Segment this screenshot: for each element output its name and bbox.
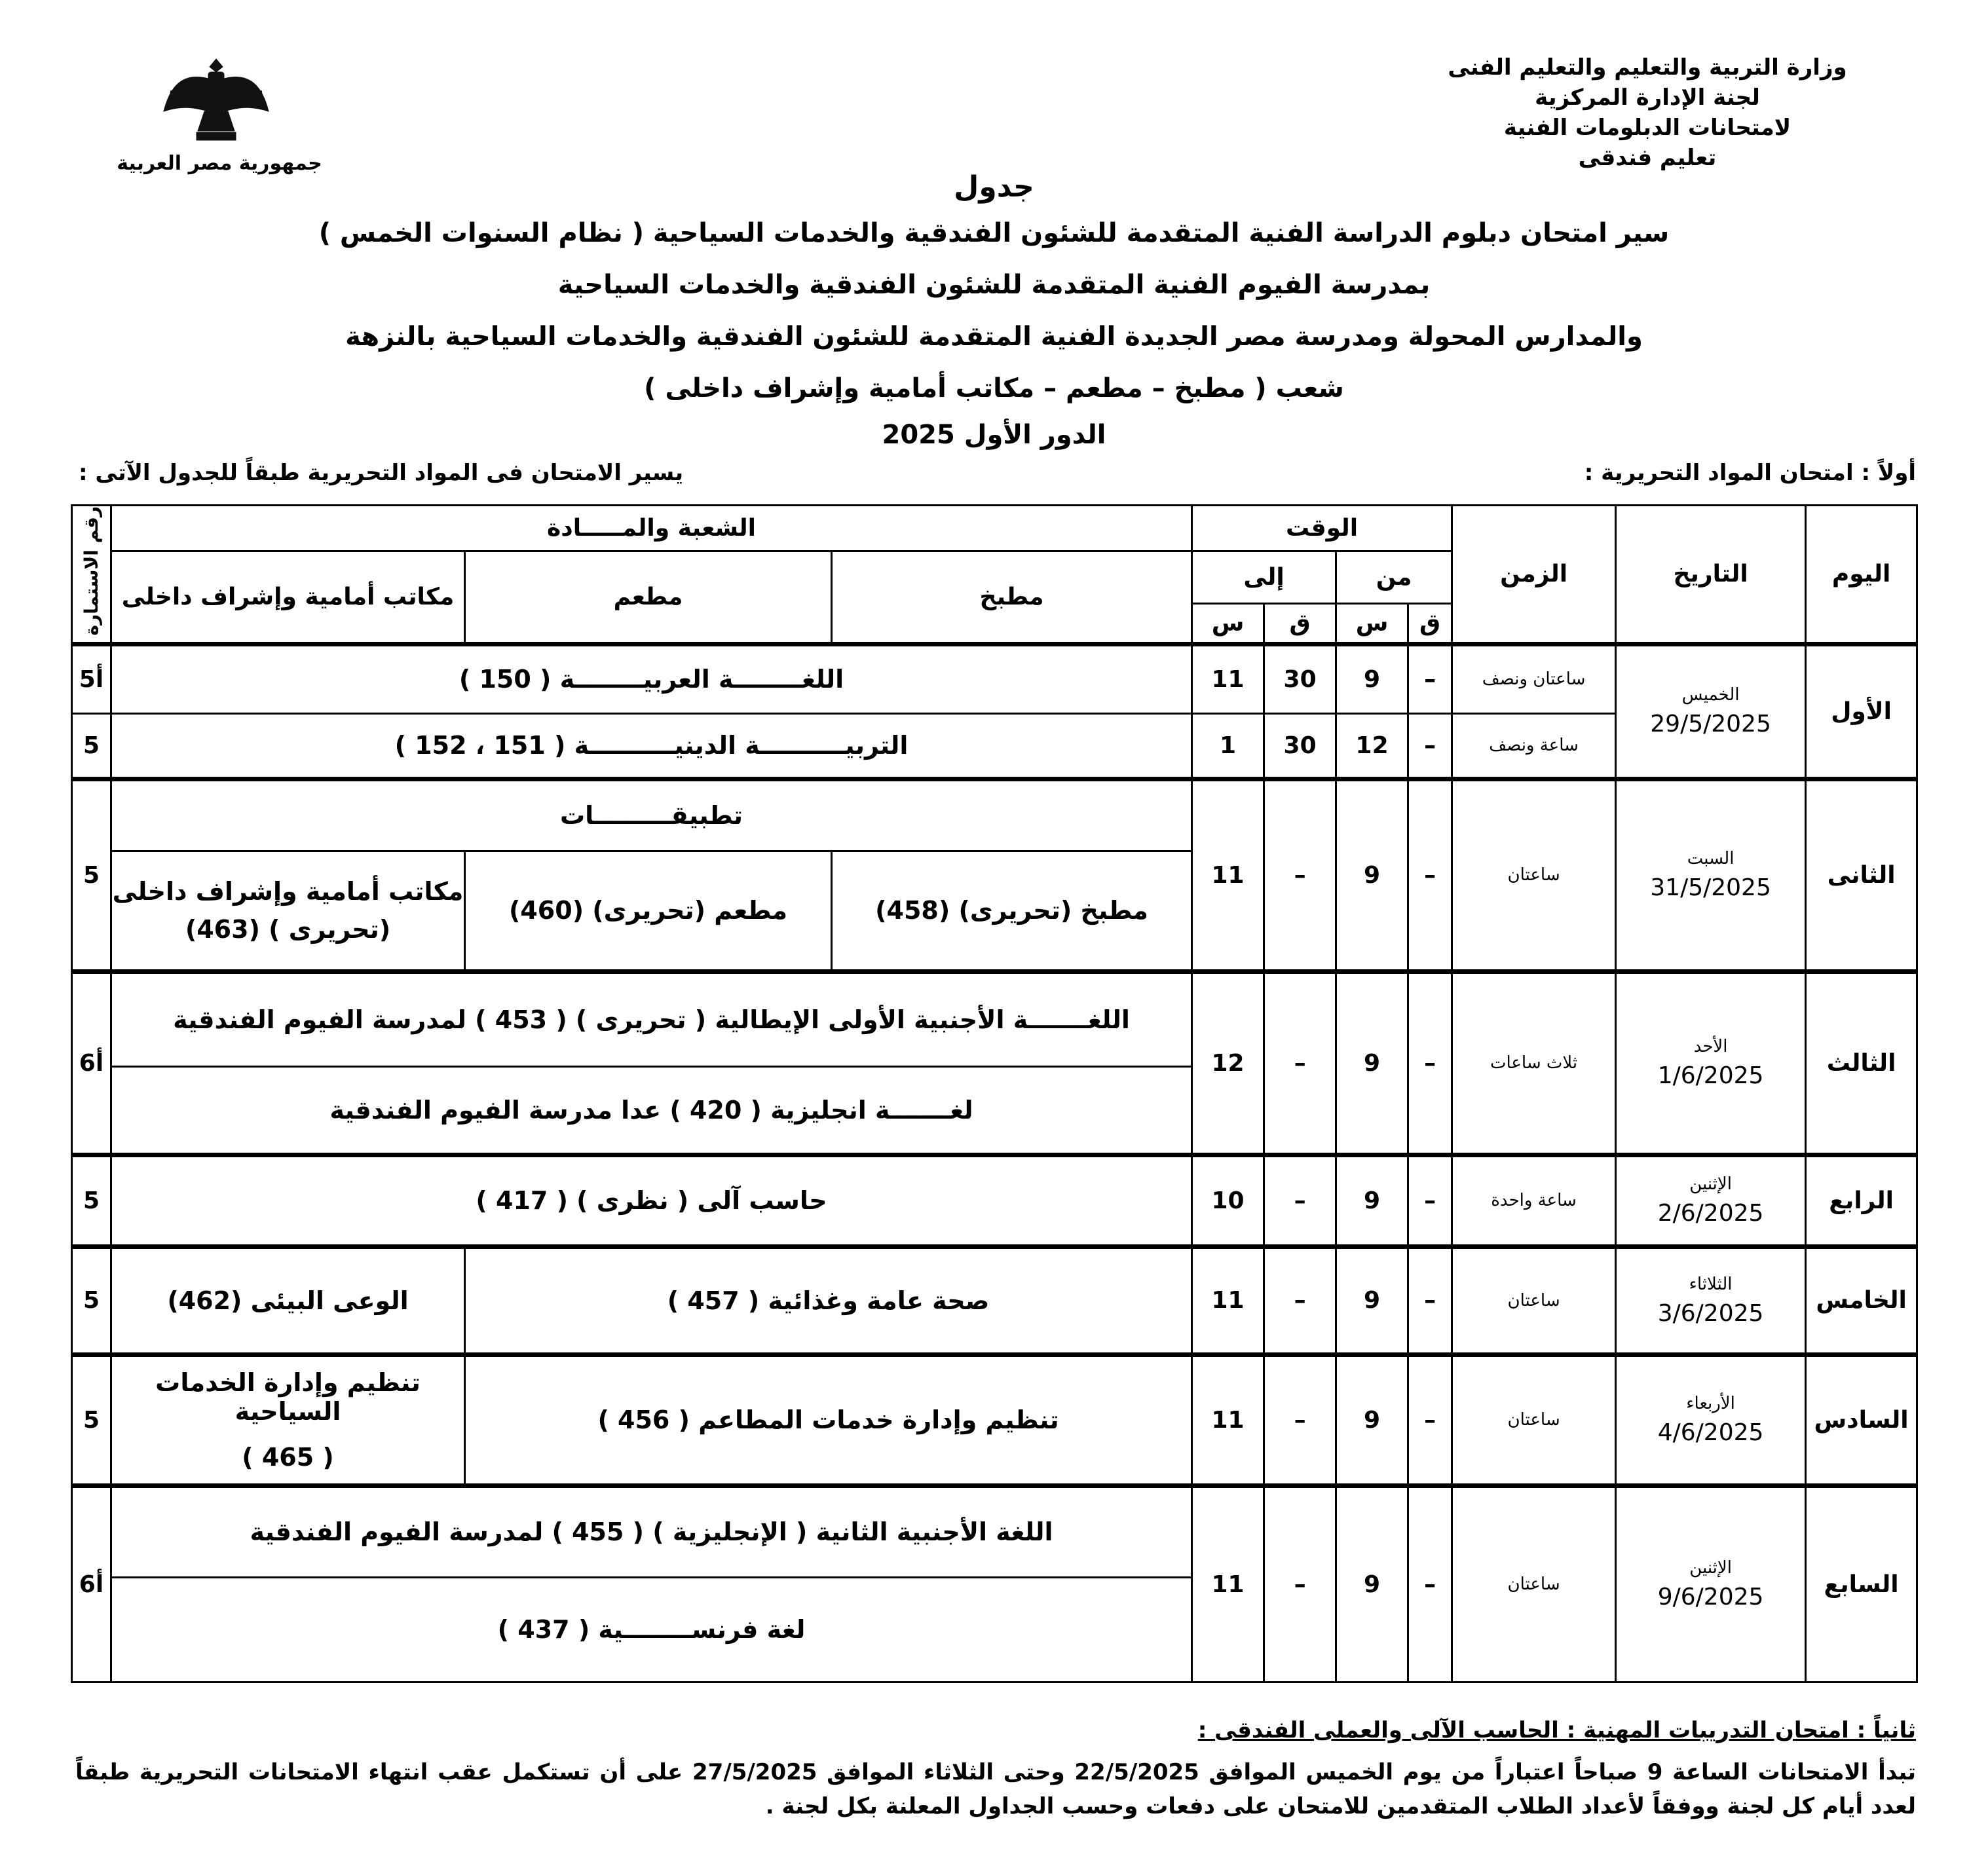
date-cell: الثلاثاء 3/6/2025	[1616, 1246, 1806, 1354]
day-cell: الرابع	[1806, 1155, 1917, 1246]
title-line: سير امتحان دبلوم الدراسة الفنية المتقدمة للشئون الفندقية والخدمات السياحية ( نظام السنوات الخمس )	[318, 218, 1670, 248]
to-minutes-cell: 30	[1264, 713, 1336, 779]
subject-cell: اللغة الأجنبية الثانية ( الإنجليزية ) ( 455 ) لمدرسة الفيوم الفندقية	[111, 1485, 1192, 1577]
day-cell: الثالث	[1806, 971, 1917, 1155]
header-date: التاريخ	[1616, 506, 1806, 644]
from-hours-cell: 9	[1336, 1354, 1408, 1485]
subject-cell: اللغـــــــة الأجنبية الأولى الإيطالية ( تحريرى ) ( 453 ) لمدرسة الفيوم الفندقية	[111, 971, 1192, 1066]
ministry-line: لجنة الإدارة المركزية	[1535, 84, 1760, 111]
from-hours-cell: 9	[1336, 779, 1408, 971]
from-hours-cell: 9	[1336, 1155, 1408, 1246]
to-minutes-cell: –	[1264, 1246, 1336, 1354]
header-from-minutes: ق	[1408, 603, 1452, 644]
subject-cell: اللغــــــــة العربيــــــــة ( 150 )	[111, 644, 1192, 713]
day-cell: الخامس	[1806, 1246, 1917, 1354]
form-cell: أ6	[72, 1485, 111, 1682]
duration-cell: ساعة واحدة	[1452, 1155, 1616, 1246]
day-cell: الثانى	[1806, 779, 1917, 971]
front-office-subject-cell: تنظيم وإدارة الخدمات السياحية ( 465 )	[111, 1354, 465, 1485]
from-minutes-cell: –	[1408, 971, 1452, 1155]
header-from-hours: س	[1336, 603, 1408, 644]
form-cell: أ5	[72, 644, 111, 713]
date-cell: الإثنين 2/6/2025	[1616, 1155, 1806, 1246]
to-minutes-cell: –	[1264, 1485, 1336, 1682]
subject-cell: حاسب آلى ( نظرى ) ( 417 )	[111, 1155, 1192, 1246]
form-cell: 5	[72, 779, 111, 971]
from-minutes-cell: –	[1408, 713, 1452, 779]
from-minutes-cell: –	[1408, 1354, 1452, 1485]
to-hours-cell: 11	[1192, 644, 1264, 713]
to-minutes-cell: –	[1264, 971, 1336, 1155]
title-line: بمدرسة الفيوم الفنية المتقدمة للشئون الفندقية والخدمات السياحية	[557, 270, 1431, 300]
table-row	[72, 644, 1917, 713]
to-minutes-cell: –	[1264, 1155, 1336, 1246]
from-minutes-cell: –	[1408, 1246, 1452, 1354]
subject-cell: لغة فرنســــــــية ( 437 )	[111, 1577, 1192, 1682]
title-line: والمدارس المحولة ومدرسة مصر الجديدة الفنية المتقدمة للشئون الفندقية والخدمات السياحية بالنزهة	[345, 322, 1643, 352]
date-cell: الأربعاء 4/6/2025	[1616, 1354, 1806, 1485]
to-hours-cell: 1	[1192, 713, 1264, 779]
date-cell: الإثنين 9/6/2025	[1616, 1485, 1806, 1682]
date-cell: الخميس 29/5/2025	[1616, 644, 1806, 779]
header-to-minutes: ق	[1264, 603, 1336, 644]
header-duration: الزمن	[1452, 506, 1616, 644]
day-cell: السابع	[1806, 1485, 1917, 1682]
header-day: اليوم	[1806, 506, 1917, 644]
header-form-number: رقم الاستمارة	[72, 506, 111, 644]
exam-round: الدور الأول 2025	[882, 420, 1106, 450]
kitchen-restaurant-subject-cell: صحة عامة وغذائية ( 457 )	[465, 1246, 1192, 1354]
to-hours-cell: 10	[1192, 1155, 1264, 1246]
table-row	[72, 1485, 1917, 1577]
duration-cell: ساعة ونصف	[1452, 713, 1616, 779]
from-minutes-cell: –	[1408, 1155, 1452, 1246]
to-hours-cell: 11	[1192, 1354, 1264, 1485]
header-kitchen: مطبخ	[832, 551, 1192, 644]
from-hours-cell: 12	[1336, 713, 1408, 779]
date-cell: الأحد 1/6/2025	[1616, 971, 1806, 1155]
duration-cell: ثلاث ساعات	[1452, 971, 1616, 1155]
to-minutes-cell: –	[1264, 1354, 1336, 1485]
form-cell: 5	[72, 713, 111, 779]
date-cell: السبت 31/5/2025	[1616, 779, 1806, 971]
section2-label: ثانياً : امتحان التدريبات المهنية : الحاسب الآلى والعملى الفندقى :	[1197, 1717, 1916, 1743]
exam-schedule-table	[71, 504, 1918, 1683]
duration-cell: ساعتان	[1452, 1485, 1616, 1682]
header-front-office: مكاتب أمامية وإشراف داخلى	[111, 551, 465, 644]
table-row	[72, 971, 1917, 1066]
kitchen-subject-cell: مطبخ (تحريرى) (458)	[832, 851, 1192, 971]
from-minutes-cell: –	[1408, 1485, 1452, 1682]
front-office-subject-cell: الوعى البيئى (462)	[111, 1246, 465, 1354]
table-row	[72, 779, 1917, 851]
republic-label: جمهورية مصر العربية	[117, 152, 322, 175]
from-minutes-cell: –	[1408, 644, 1452, 713]
restaurant-subject-cell: مطعم (تحريرى) (460)	[465, 851, 832, 971]
section2-text: تبدأ الامتحانات الساعة 9 صباحاً اعتباراً من يوم الخميس الموافق 22/5/2025 وحتى الثلاثاء الموافق 27/5/2025 على أن تستكمل عقب انتهاء الامتحانات التحريرية طبقاً لعدد أيام كل لجنة ووفقاً لأعداد الطلاب المتقدمين للامتحان على دفعات وحسب الجداول المعلنة بكل لجنة .	[75, 1759, 1917, 1819]
to-minutes-cell: 30	[1264, 644, 1336, 713]
from-hours-cell: 9	[1336, 1246, 1408, 1354]
title-line: شعب ( مطبخ – مطعم – مكاتب أمامية وإشراف داخلى )	[644, 373, 1344, 403]
section1-note: يسير الامتحان فى المواد التحريرية طبقاً للجدول الآتى :	[79, 460, 684, 486]
header-time: الوقت	[1192, 506, 1452, 551]
front-office-subject-cell: مكاتب أمامية وإشراف داخلى (تحريرى ) (463)	[111, 851, 465, 971]
section1-label: أولاً : امتحان المواد التحريرية :	[1584, 460, 1916, 486]
to-minutes-cell: –	[1264, 779, 1336, 971]
day-cell: السادس	[1806, 1354, 1917, 1485]
to-hours-cell: 11	[1192, 1485, 1264, 1682]
applications-heading: تطبيقـــــــــات	[111, 779, 1192, 851]
from-hours-cell: 9	[1336, 1485, 1408, 1682]
to-hours-cell: 12	[1192, 971, 1264, 1155]
header-from: من	[1336, 551, 1452, 604]
duration-cell: ساعتان	[1452, 1354, 1616, 1485]
from-hours-cell: 9	[1336, 644, 1408, 713]
from-minutes-cell: –	[1408, 779, 1452, 971]
subject-cell: التربيــــــــــة الدينيــــــــــة ( 151 ، 152 )	[111, 713, 1192, 779]
to-hours-cell: 11	[1192, 779, 1264, 971]
header-restaurant: مطعم	[465, 551, 832, 644]
header-branch-subject: الشعبة والمـــــادة	[111, 506, 1192, 551]
table-row	[72, 1246, 1917, 1354]
title-block	[0, 167, 1988, 455]
form-cell: أ6	[72, 971, 111, 1155]
from-hours-cell: 9	[1336, 971, 1408, 1155]
ministry-line: لامتحانات الدبلومات الفنية	[1503, 115, 1791, 141]
kitchen-restaurant-subject-cell: تنظيم وإدارة خدمات المطاعم ( 456 )	[465, 1354, 1192, 1485]
header-to-hours: س	[1192, 603, 1264, 644]
ministry-block	[1418, 52, 1877, 173]
duration-cell: ساعتان ونصف	[1452, 644, 1616, 713]
duration-cell: ساعتان	[1452, 779, 1616, 971]
duration-cell: ساعتان	[1452, 1246, 1616, 1354]
to-hours-cell: 11	[1192, 1246, 1264, 1354]
form-cell: 5	[72, 1246, 111, 1354]
header-to: إلى	[1192, 551, 1336, 604]
form-cell: 5	[72, 1354, 111, 1485]
day-cell: الأول	[1806, 644, 1917, 779]
table-row	[72, 1155, 1917, 1246]
ministry-line: وزارة التربية والتعليم والتعليم الفنى	[1448, 54, 1847, 81]
subject-cell: لغـــــــة انجليزية ( 420 ) عدا مدرسة الفيوم الفندقية	[111, 1066, 1192, 1155]
form-cell: 5	[72, 1155, 111, 1246]
ministry-line: تعليم فندقى	[1578, 145, 1717, 171]
page-title: جدول	[954, 170, 1034, 204]
table-row	[72, 1354, 1917, 1485]
